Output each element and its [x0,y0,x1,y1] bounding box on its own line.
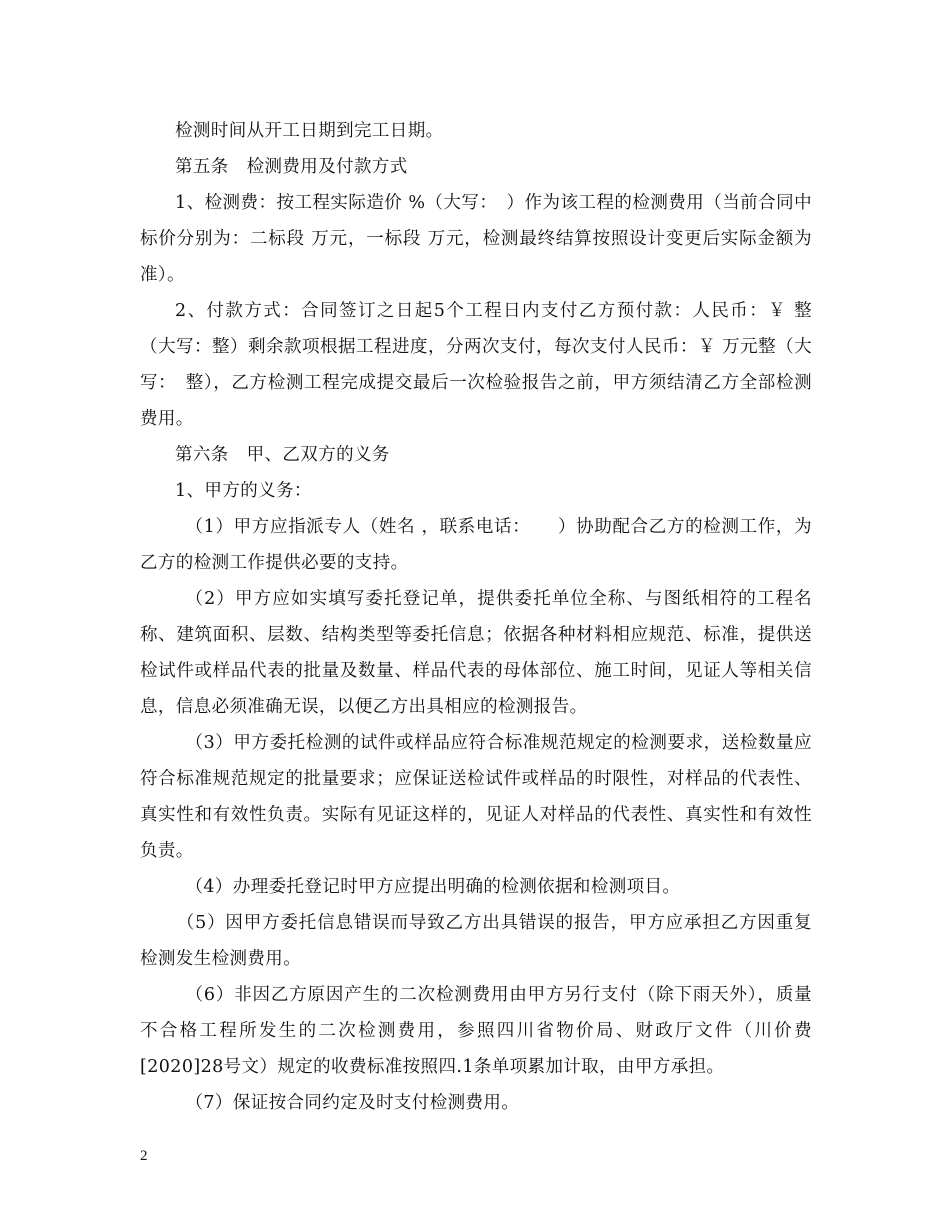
obligation-item-5: （5）因甲方委托信息错误而导致乙方出具错误的报告，甲方应承担乙方因重复检测发生检测费用。 [140,913,812,969]
paragraph-inspection-time: 检测时间从开工日期到完工日期。 [175,121,444,141]
heading-article-5: 第五条 检测费用及付款方式 [175,157,408,177]
obligation-item-3: （3）甲方委托检测的试件或样品应符合标准规范规定的检测要求，送检数量应符合标准规范规定的批量要求；应保证送检试件或样品的时限性，对样品的代表性、真实性和有效性负责。实际有见证这样的，见证人对样品的代表性、真实性和有效性负责。 [140,733,812,861]
paragraph-payment-method: 2、付款方式：合同签订之日起5个工程日内支付乙方预付款：人民币：￥ 整（大写：整）剩余款项根据工程进度，分两次支付，每次支付人民币：￥ 万元整（大写： 整），乙方检测工程完成提交最后一次检验报告之前，甲方须结清乙方全部检测费用。 [140,301,813,429]
obligation-item-4: （4）办理委托登记时甲方应提出明确的检测依据和检测项目。 [185,877,681,897]
obligation-item-1: （1）甲方应指派专人（姓名 ，联系电话： ）协助配合乙方的检测工作，为乙方的检测工作提供必要的支持。 [140,517,812,573]
document-body [140,113,812,1121]
subheading-party-a-obligations: 1、甲方的义务： [175,481,312,501]
heading-article-6: 第六条 甲、乙双方的义务 [175,445,390,465]
obligation-item-6: （6）非因乙方原因产生的二次检测费用由甲方另行支付（除下雨天外），质量不合格工程所发生的二次检测费用，参照四川省物价局、财政厅文件（川价费[2020]28号文）规定的收费标准按照四.1条单项累加计取，由甲方承担。 [140,985,812,1077]
page-number: 2 [140,1148,148,1164]
obligation-item-2: （2）甲方应如实填写委托登记单，提供委托单位全称、与图纸相符的工程名称、建筑面积、层数、结构类型等委托信息；依据各种材料相应规范、标准，提供送检试件或样品代表的批量及数量、样品代表的母体部位、施工时间，见证人等相关信息，信息必须准确无误，以便乙方出具相应的检测报告。 [140,589,812,717]
paragraph-inspection-fee: 1、检测费：按工程实际造价 %（大写： ）作为该工程的检测费用（当前合同中标价分别为：二标段 万元，一标段 万元，检测最终结算按照设计变更后实际金额为准）。 [140,193,812,285]
obligation-item-7: （7）保证按合同约定及时支付检测费用。 [185,1093,520,1113]
